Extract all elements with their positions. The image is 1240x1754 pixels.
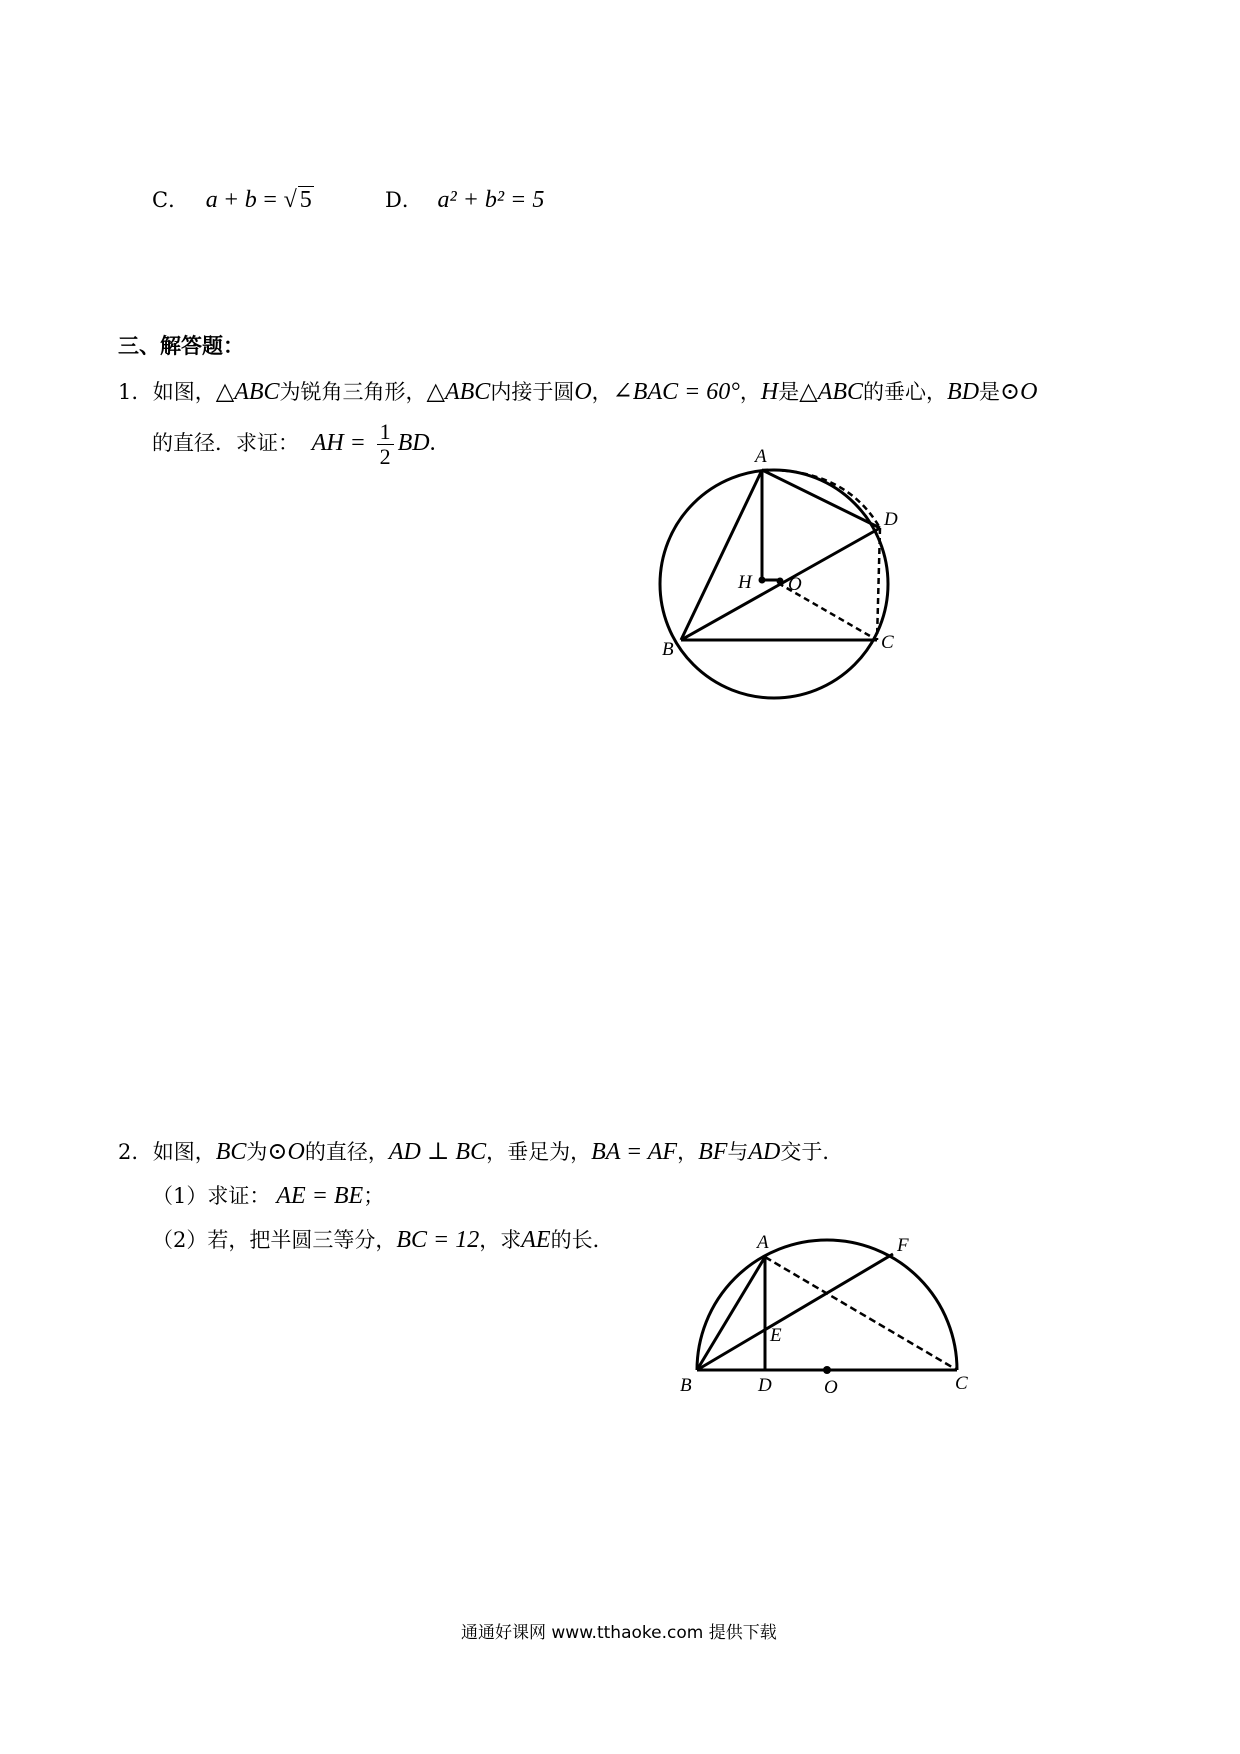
label-c: C — [881, 632, 894, 653]
label-d: D — [884, 509, 898, 530]
label-a: A — [755, 446, 767, 467]
question-1-line-1: 1. 如图，△ABC为锐角三角形，△ABC内接于圆O，∠BAC = 60°，H是△ABC的垂心，BD是⊙O — [118, 379, 1038, 405]
question-1-line-2: 的直径．求证： AH = $\frac{1}{2}$ BD. — [152, 419, 436, 469]
footer-credit: 通通好课网 www.tthaoke.com 提供下载 — [461, 1623, 777, 1643]
label-f: F — [897, 1235, 909, 1256]
point-o — [823, 1366, 831, 1374]
segment-ab — [681, 470, 762, 640]
label-e: E — [770, 1325, 782, 1346]
question-2-part-1: （1）求证： AE = BE； — [152, 1183, 385, 1209]
option-c-label: C． — [152, 188, 190, 212]
label-c: C — [955, 1373, 968, 1394]
segment-ba — [697, 1257, 765, 1370]
label-d: D — [758, 1375, 772, 1396]
figure-1-circle-triangle — [650, 440, 920, 710]
point-o — [777, 578, 784, 585]
circle-o — [660, 470, 888, 698]
label-o: O — [824, 1377, 838, 1398]
label-b: B — [662, 639, 674, 660]
radicand: 5 — [299, 187, 312, 213]
option-d-expression: a² + b² = 5 — [437, 187, 545, 213]
option-d-label: D． — [385, 188, 423, 212]
figure-2-semicircle — [670, 1215, 990, 1405]
question-1-number: 1. — [118, 380, 139, 404]
segment-bf — [697, 1254, 893, 1370]
question-2-number: 2. — [118, 1140, 139, 1164]
label-h: H — [738, 572, 752, 593]
section-title: 三、解答题： — [118, 333, 244, 358]
sqrt-sign: √ — [283, 187, 297, 213]
label-o: O — [788, 574, 802, 595]
question-2-line-1: 2. 如图，BC为⊙O的直径，AD ⊥ BC，垂足为，BA = AF，BF与AD交于． — [118, 1139, 844, 1165]
fraction-one-half: $\frac{1}{2}$ — [377, 420, 394, 469]
label-b: B — [680, 1375, 692, 1396]
point-h — [759, 577, 766, 584]
label-a: A — [757, 1232, 769, 1253]
question-2-part-2: （2）若，把半圆三等分，BC = 12，求AE的长． — [152, 1227, 614, 1253]
option-c-expression: a + b = √ 5 — [205, 187, 312, 213]
option-c — [152, 184, 314, 214]
option-d — [385, 184, 544, 214]
